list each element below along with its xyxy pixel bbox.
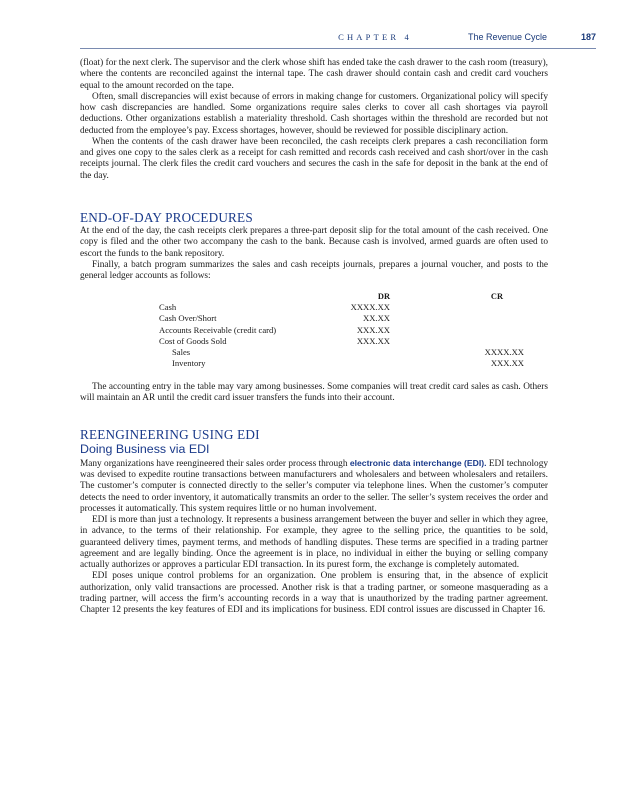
key-term: electronic data interchange (EDI). [349, 457, 487, 468]
credit-amount [390, 325, 524, 336]
dr-column-header: DR [377, 292, 390, 302]
debit-amount: XXX.XX [356, 335, 390, 346]
paragraph-edi-intro: Many organizations have reengineered their sales order process through electronic data interchange (EDI). EDI technology was devised to expedite routine transactions between manufacturers and wholesalers and between wholesalers and retailers. The customer’s computer is connected directly to the seller’s computer via telephone lines. When the customer’s computer detects the need to order inventory, it automatically transmits an order to the seller. The seller’s system receives the order and processes it automatically. This system requires little or no human involvement. [80, 457, 548, 514]
debit-amount [326, 358, 390, 369]
paragraph: At the end of the day, the cash receipts clerk prepares a three-part deposit slip for the total amount of the cash received. One copy is filed and the other two accompany the cash to the bank. Because cash is involved, armed guards are often used to escort the funds to the bank repository. [80, 226, 548, 259]
account-name: Cash Over/Short [159, 313, 217, 324]
debit-amount: XX.XX [363, 313, 390, 324]
cr-column-header: CR [490, 292, 503, 302]
journal-entry-table [159, 291, 524, 369]
account-name: Inventory [172, 357, 206, 368]
journal-row [159, 358, 524, 369]
debit-amount [326, 347, 390, 358]
section-title: The Revenue Cycle [467, 32, 547, 42]
subsection-heading-edi: Doing Business via EDI [80, 441, 210, 456]
paragraph: Often, small discrepancies will exist because of errors in making change for customers. Organizational policy will specify how cash discrepancies are handled. Some organizations require sales clerks to cover all cash shortages via payroll deductions. Other organizations establish a materiality threshold. Cash shortages within the threshold are recorded but not deducted from the employee’s pay. Excess shortages, however, should be reviewed for possible disciplinary action. [80, 91, 548, 136]
journal-row [159, 302, 524, 313]
body-text [80, 58, 548, 616]
page-number: 187 [580, 32, 596, 42]
account-name: Cost of Goods Sold [159, 335, 227, 346]
journal-row [159, 325, 524, 336]
paragraph: When the contents of the cash drawer have been reconciled, the cash receipts clerk prepares a cash reconciliation form and gives one copy to the sales clerk as a receipt for cash remitted and records cash received and cash short/over in the cash receipts journal. The clerk files the credit card vouchers and secures the cash in the safe for deposit in the bank at the end of the day. [80, 136, 548, 181]
paragraph: The accounting entry in the table may vary among businesses. Some companies will treat credit card sales as cash. Others will maintain an AR until the credit card issuer transfers the funds into their account. [80, 381, 548, 404]
journal-row [159, 313, 524, 324]
paragraph: Finally, a batch program summarizes the sales and cash receipts journals, prepares a journal voucher, and posts to the general ledger accounts as follows: [80, 259, 548, 281]
account-name: Cash [159, 302, 177, 313]
credit-amount [390, 313, 524, 324]
header-rule [80, 48, 596, 49]
credit-amount: XXX.XX [490, 357, 524, 368]
journal-header-row [159, 291, 524, 302]
chapter-label: CHAPTER 4 [338, 32, 412, 42]
journal-row [159, 336, 524, 347]
debit-amount: XXX.XX [356, 324, 390, 335]
debit-amount: XXXX.XX [350, 302, 390, 313]
paragraph: EDI is more than just a technology. It represents a business arrangement between the buyer and seller in which they agree, in advance, to the terms of their relationship. For example, they agree to the selling price, the quantities to be sold, guaranteed delivery times, payment terms, and methods of handling disputes. These terms are specified in a trading partner agreement and are legally binding. Once the agreement is in place, no individual in either the buying or selling company actually authorizes or approves a particular EDI transaction. In its purest form, the exchange is completely automated. [80, 515, 548, 571]
credit-amount [390, 302, 524, 313]
journal-row [159, 347, 524, 358]
section-heading-edi: REENGINEERING USING EDI [80, 427, 260, 443]
section-heading-end-of-day: END-OF-DAY PROCEDURES [80, 209, 253, 225]
paragraph: EDI poses unique control problems for an organization. One problem is ensuring that, in the absence of explicit authorization, only valid transactions are processed. Another risk is that a trading partner, or someone masquerading as a trading partner, will access the firm’s accounting records in a way that is unauthorized by the trading partner agreement. Chapter 12 presents the key features of EDI and its implications for business. EDI control issues are discussed in Chapter 16. [80, 571, 548, 616]
paragraph: (float) for the next clerk. The supervisor and the clerk whose shift has ended take the cash drawer to the cash room (treasury), where the contents are reconciled against the internal tape. The cash drawer should contain cash and credit card vouchers equal to the amount recorded on the tape. [80, 58, 548, 91]
account-name: Accounts Receivable (credit card) [159, 324, 277, 335]
account-name: Sales [172, 346, 191, 357]
credit-amount: XXXX.XX [484, 346, 524, 357]
credit-amount [390, 336, 524, 347]
